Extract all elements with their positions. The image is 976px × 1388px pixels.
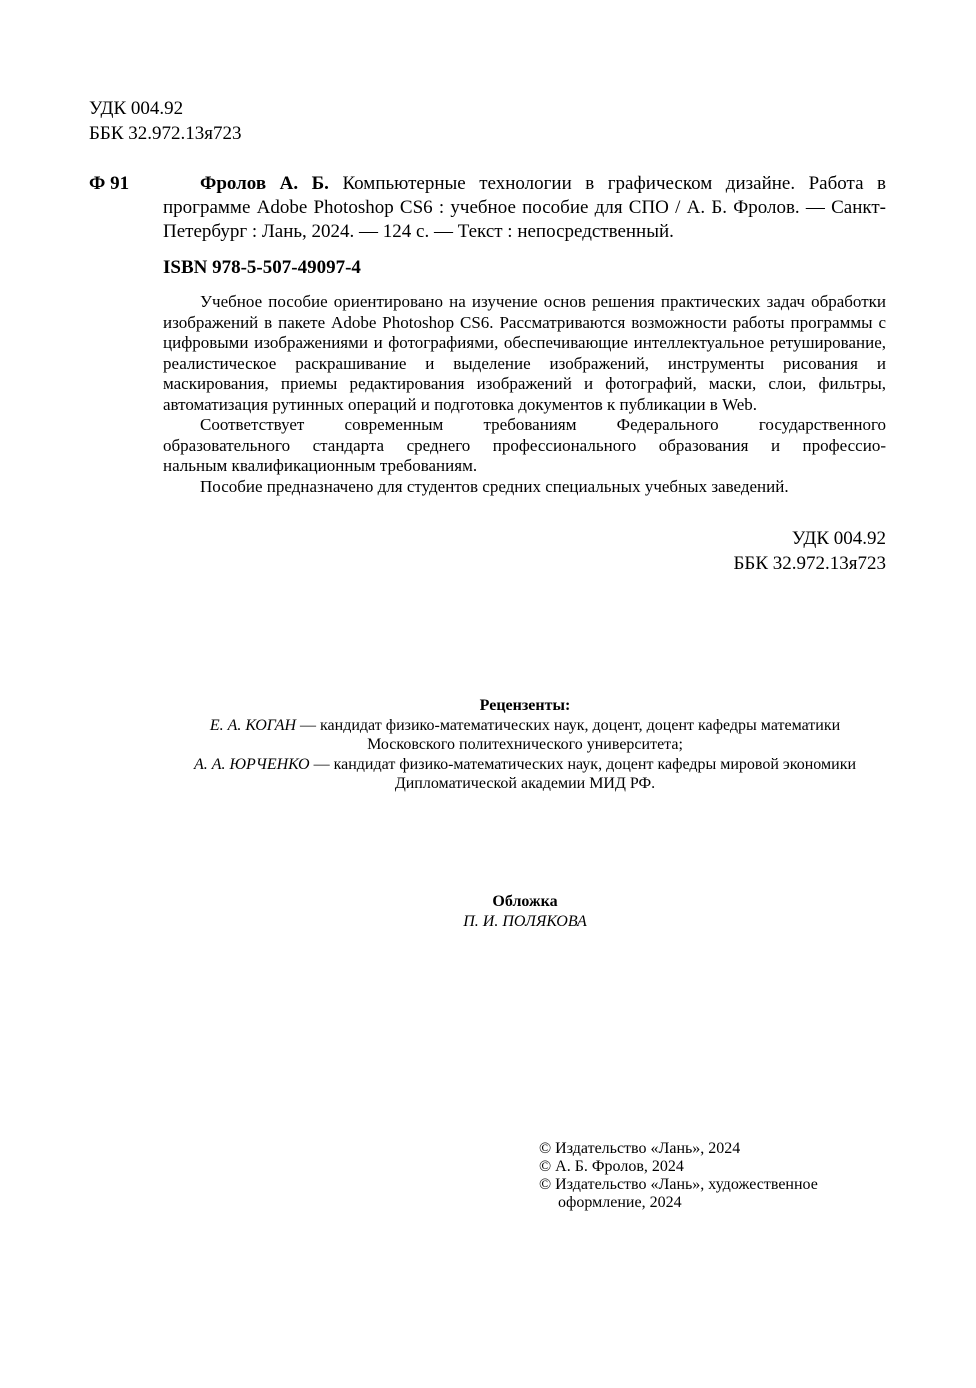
reviewer-2-affiliation: Дипломатической академии МИД РФ. [394,775,656,792]
cover-designer-name: П. И. ПОЛЯКОВА [463,912,587,930]
reviewers-heading: Рецензенты: [479,697,571,714]
abstract-paragraph-3: Пособие предназначено для студентов средних специальных учебных заведений. [200,476,789,496]
isbn: ISBN 978-5-507-49097-4 [163,257,361,278]
abstract-paragraph-2-line-3: нальным квалификационным требованиям. [163,456,478,475]
cover-designer [0,912,976,932]
bbk-code: ББК 32.972.13я723 [89,123,242,144]
reviewer-1 [0,716,976,736]
reviewer-2 [0,755,976,775]
reviewer-1-name: Е. А. КОГАН [209,716,297,734]
classification-top [89,96,241,146]
abstract-paragraph-2-line-1: Соответствует современным требованиям Федерального государственного [200,415,886,434]
abstract-paragraph-2-line-2: образовательного стандарта среднего профессионального образования и профессио- [163,435,886,455]
cover-heading: Обложка [492,893,558,910]
bibliographic-description [163,172,886,244]
copyright-line-1: © Издательство «Лань», 2024 [539,1140,741,1157]
copyright-line-3: © Издательство «Лань», художественное [539,1176,818,1193]
reviewers-block [0,696,976,794]
reviewer-1-affiliation: Московского политехнического университета; [367,736,683,753]
book-description: Компьютерные технологии в графическом дизайне. Работа в программе Adobe Photoshop CS6 : учебное пособие для СПО / А. Б. Фролов. — Санкт-Петербург : Лань, 2024. — 124 с. — Текст : непосредственный. [163,173,886,242]
reviewer-1-title: — кандидат физико-математических наук, доцент, доцент кафедры математики [296,716,841,734]
classification-bottom [734,526,886,576]
author-name: Фролов А. Б. [200,173,329,194]
udk-code-bottom: УДК 004.92 [791,528,886,549]
reviewer-2-name: А. А. ЮРЧЕНКО [193,755,310,773]
copyright-line-4: оформление, 2024 [558,1194,682,1211]
copyright-line-2: © А. Б. Фролов, 2024 [539,1158,684,1175]
abstract [163,292,886,497]
abstract-paragraph-1: Учебное пособие ориентировано на изучение основ решения практических задач обработки изображений в пакете Adobe Photoshop CS6. Рассматриваются возможности работы программы с цифровыми изображениями и фотографиями, обеспечивающие интеллектуальное ретуширование, реалистическое раскрашивание и выделение изображений, инструменты рисования и маскирования, приемы редактирования изображений и фотографий, маски, слои, фильтры, автоматизация рутинных операций и подготовка документов к публикации в Web. [163,292,886,414]
cover-credit [0,892,976,931]
reviewer-2-title: — кандидат физико-математических наук, доцент кафедры мировой экономики [309,755,857,773]
bbk-code-bottom: ББК 32.972.13я723 [733,553,886,574]
copyright-block [539,1140,818,1212]
catalog-code: Ф 91 [89,173,130,194]
udk-code: УДК 004.92 [89,98,184,119]
